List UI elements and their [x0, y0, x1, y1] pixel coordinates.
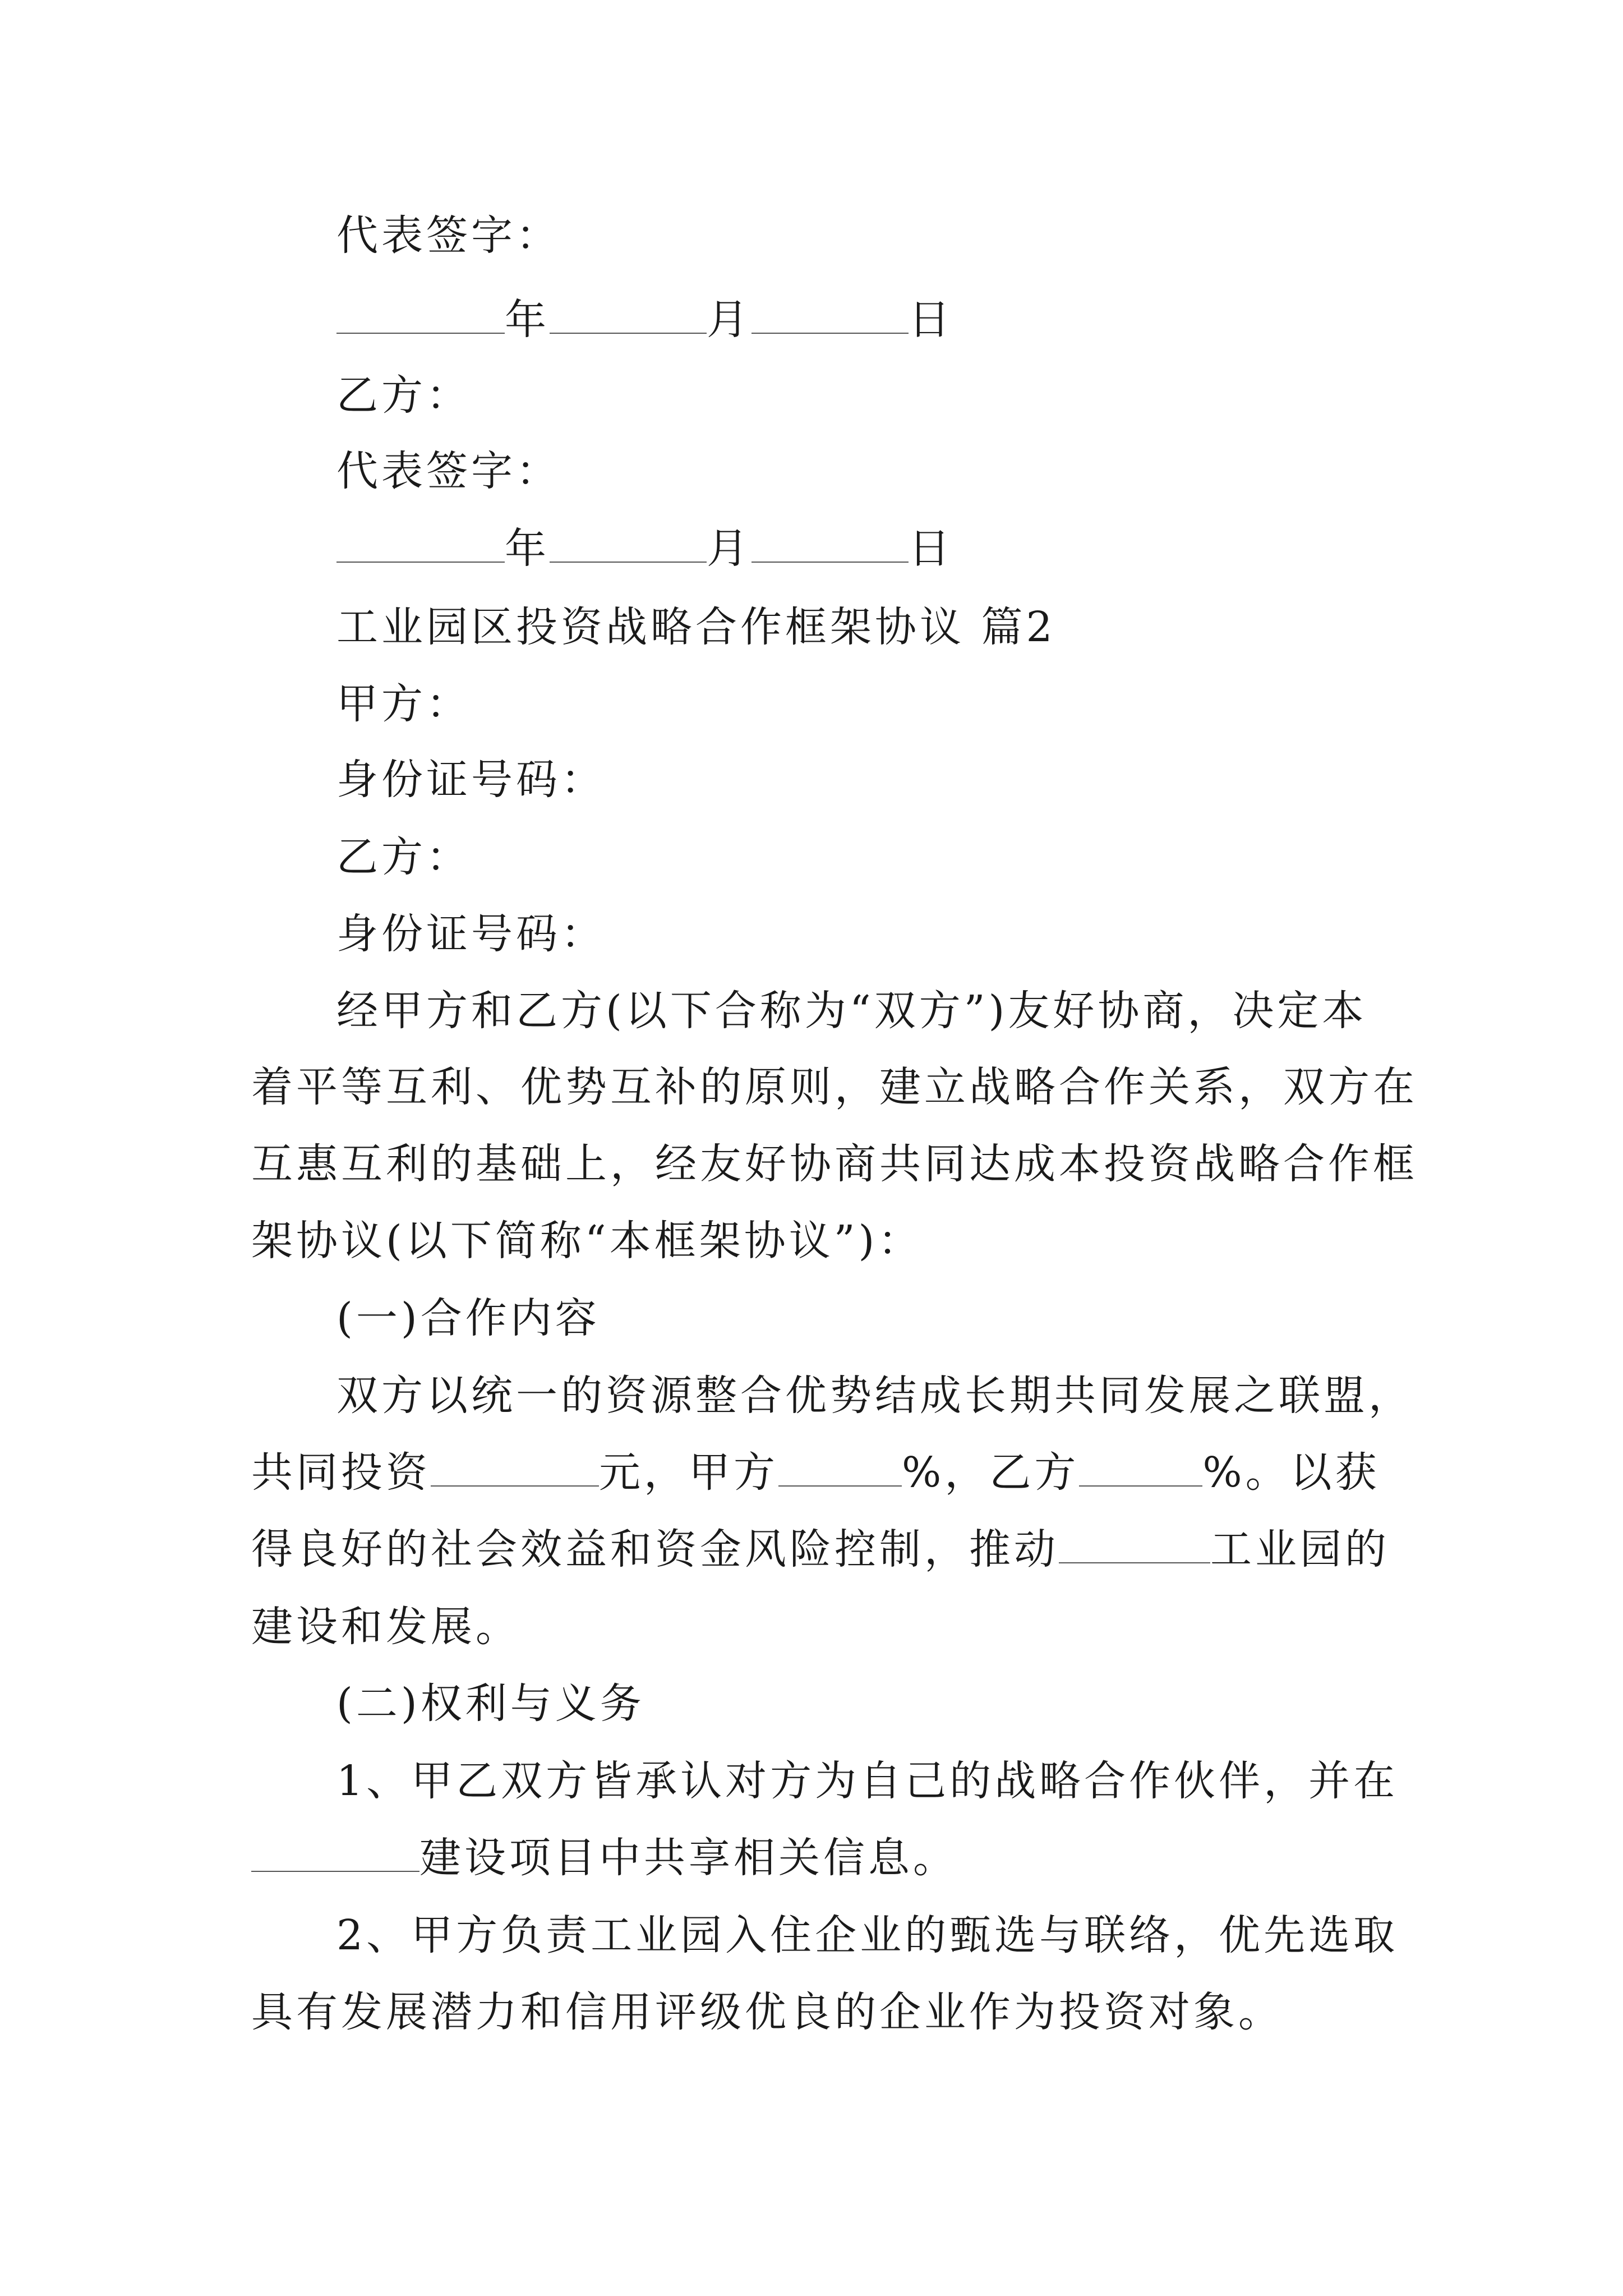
shared-info-text: 建设项目中共享相关信息。 — [419, 1834, 958, 1882]
item2-line-2: 具有发展潜力和信用评级优良的企业作为投资对象。 — [251, 1988, 1283, 2036]
month-label: 月 — [707, 524, 751, 573]
coop-line-3 — [251, 1521, 1390, 1577]
intro-line-4: 架协议(以下简称“本框架协议”)： — [251, 1217, 923, 1265]
heading-rights-obligations: (二)权利与义务 — [336, 1680, 645, 1728]
date-line-1 — [336, 292, 953, 348]
joint-investment-label: 共同投资 — [251, 1448, 431, 1497]
item1-line-2 — [251, 1830, 958, 1886]
date-line-2 — [336, 521, 953, 577]
signature-label-2: 代表签字： — [336, 447, 561, 495]
park-name-blank[interactable] — [1059, 1527, 1210, 1563]
party-a-label: 甲方： — [336, 680, 471, 728]
year-blank[interactable] — [336, 527, 505, 563]
month-label: 月 — [707, 296, 751, 344]
promote-text: 得良好的社会效益和资金风险控制，推动 — [251, 1525, 1059, 1573]
party-b-label: 乙方： — [336, 371, 471, 420]
day-blank[interactable] — [751, 527, 909, 563]
intro-line-1: 经甲方和乙方(以下合称为“双方”)友好协商，决定本 — [336, 987, 1367, 1035]
investment-amount-blank[interactable] — [431, 1451, 599, 1487]
coop-line-1: 双方以统一的资源整合优势结成长期共同发展之联盟， — [336, 1372, 1413, 1420]
heading-cooperation: (一)合作内容 — [336, 1294, 600, 1342]
day-label: 日 — [909, 524, 953, 573]
month-blank[interactable] — [550, 298, 707, 334]
percent-gain-label: %。以获 — [1202, 1448, 1380, 1497]
party-b-label-2: 乙方： — [336, 833, 471, 881]
industrial-park-text: 工业园的 — [1210, 1525, 1390, 1573]
yuan-party-a-label: 元，甲方 — [599, 1448, 778, 1497]
coop-line-4: 建设和发展。 — [251, 1603, 520, 1651]
month-blank[interactable] — [550, 527, 707, 563]
section-title: 工业园区投资战略合作框架协议 篇2 — [336, 603, 1056, 651]
signature-label-1: 代表签字： — [336, 211, 561, 260]
id-number-label-b: 身份证号码： — [336, 910, 606, 958]
year-label: 年 — [505, 296, 550, 344]
id-number-label-a: 身份证号码： — [336, 756, 606, 804]
year-label: 年 — [505, 524, 550, 573]
day-label: 日 — [909, 296, 953, 344]
intro-line-2: 着平等互利、优势互补的原则，建立战略合作关系，双方在 — [251, 1063, 1418, 1111]
party-a-share-blank[interactable] — [778, 1451, 902, 1487]
day-blank[interactable] — [751, 298, 909, 334]
party-b-share-blank[interactable] — [1079, 1451, 1202, 1487]
item2-line-1: 2、甲方负责工业园入住企业的甄选与联络，优先选取 — [336, 1911, 1399, 1959]
year-blank[interactable] — [336, 298, 505, 334]
party-b-share-label: %，乙方 — [902, 1448, 1080, 1497]
item1-line-1: 1、甲乙双方皆承认对方为自己的战略合作伙伴，并在 — [336, 1757, 1399, 1805]
intro-line-3: 互惠互利的基础上，经友好协商共同达成本投资战略合作框 — [251, 1140, 1418, 1188]
project-name-blank[interactable] — [251, 1836, 419, 1872]
coop-line-2 — [251, 1444, 1380, 1501]
